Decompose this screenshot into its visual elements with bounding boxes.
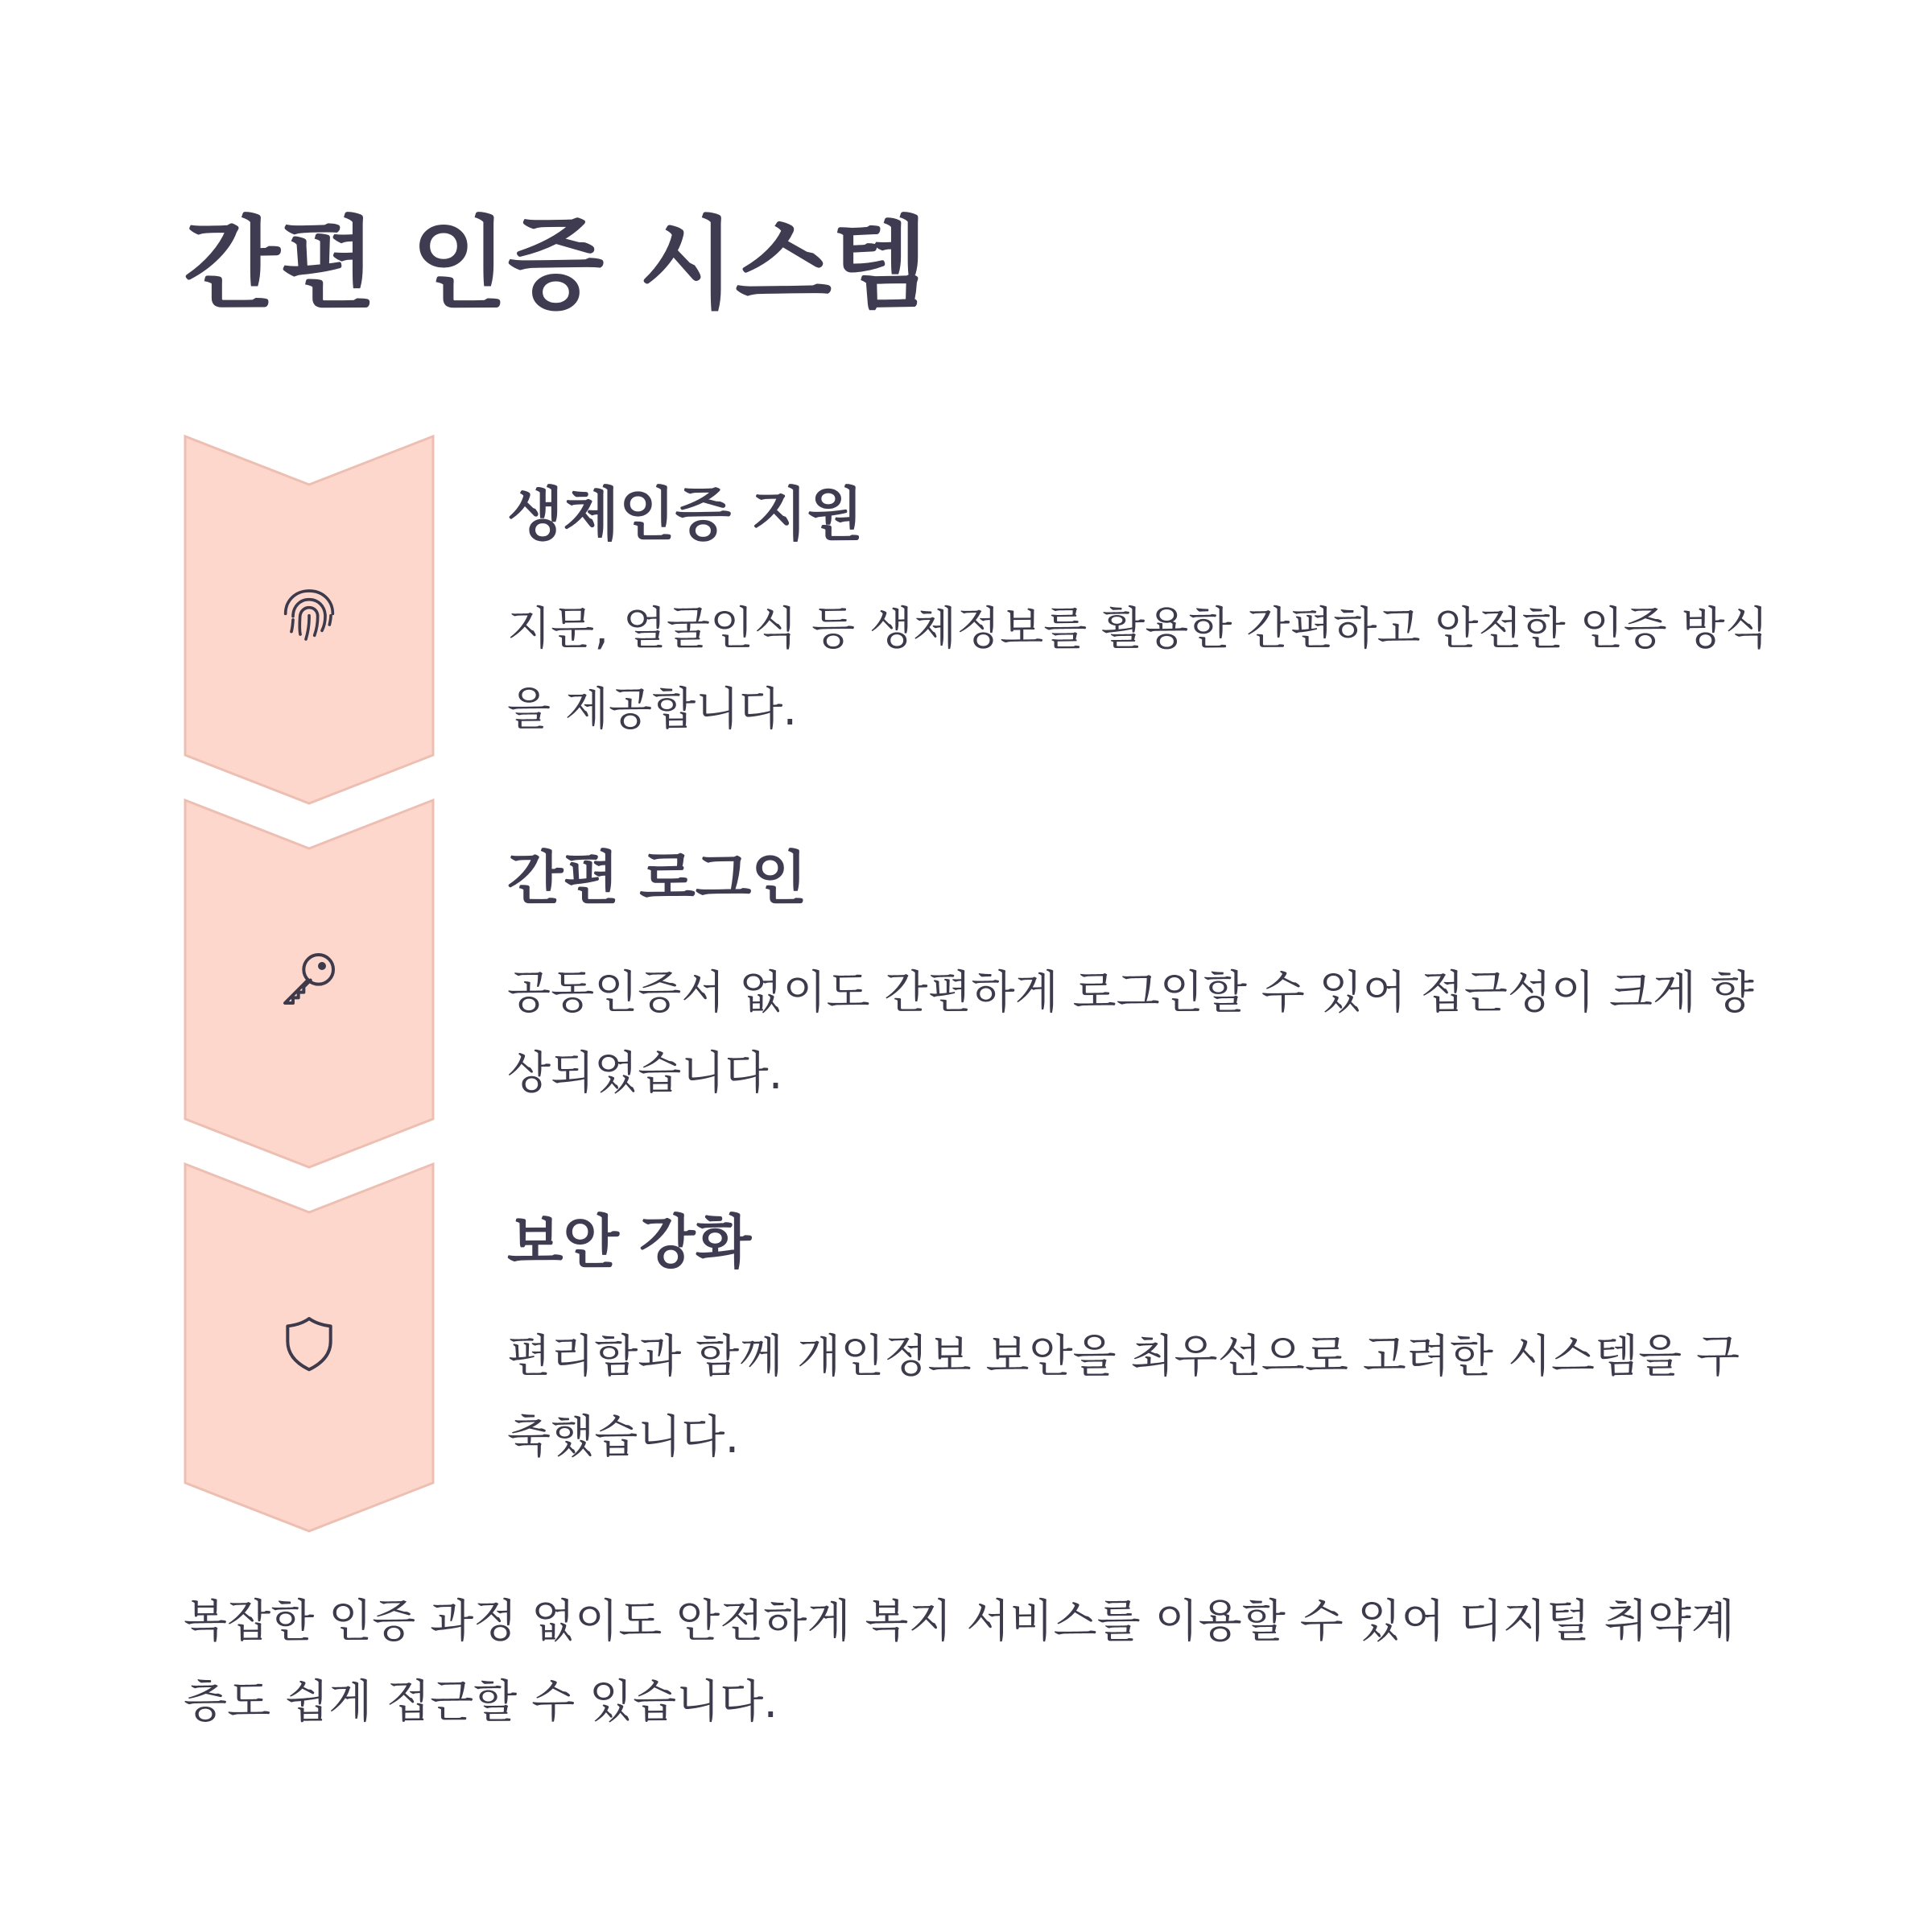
shield-icon [277,1311,341,1375]
step-chevron-3 [184,1162,435,1533]
footer-summary: 복잡한 인증 과정 없이도 안전하게 복지 서비스를 이용할 수 있어 디지털 취약계층도 쉽게 접근할 수 있습니다. [184,1596,1735,1728]
fingerprint-icon [277,583,341,647]
step-description-security: 편리함과 함께 개인정보 보안을 최우선으로 고려한 시스템을 구축했습니다. [507,1331,1740,1463]
page-title: 간편 인증 시스템 [184,207,928,323]
step-title-biometric: 생체인증 지원 [507,481,864,548]
step-description-biometric: 지문, 얼굴인식 등 생체정보를 활용한 간편하고 안전한 인증 방식을 제공합니다. [507,603,1769,736]
key-icon [277,947,341,1011]
step-title-security: 보안 강화 [507,1208,752,1276]
step-title-simple-login: 간편 로그인 [507,844,807,912]
step-chevron-2 [184,799,435,1169]
step-chevron-1 [184,435,435,805]
step-description-simple-login: 공동인증서 없이도 간편하게 로그인할 수 있어 접근성이 크게 향상되었습니다. [507,967,1754,1100]
